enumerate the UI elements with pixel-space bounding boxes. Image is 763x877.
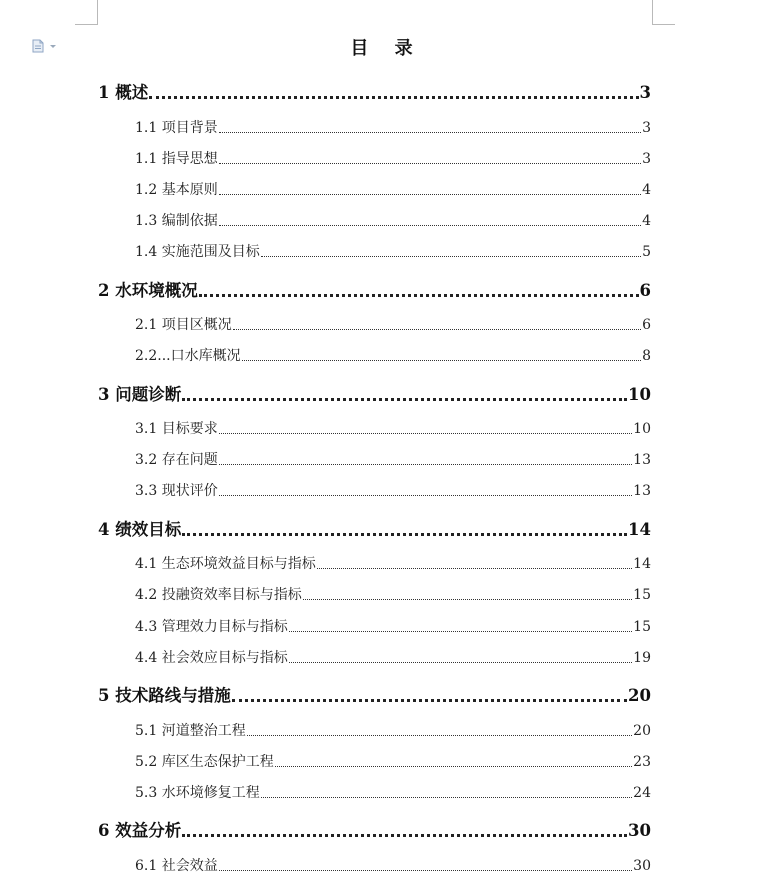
toc-chapter-entry[interactable] — [98, 277, 651, 301]
toc-entry-label: 1.1 指导思想 — [135, 151, 218, 167]
toc-chapter-entry[interactable] — [98, 682, 651, 706]
toc-section-entry[interactable] — [135, 241, 651, 261]
toc-entry-page-number: 14 — [628, 520, 651, 539]
page-corner-mark-left — [75, 0, 98, 25]
toc-section-entry[interactable] — [135, 179, 651, 199]
toc-entry-label: 1.3 编制依据 — [135, 213, 218, 229]
toc-section-entry[interactable] — [135, 647, 651, 667]
toc-entry-page-number: 6 — [642, 317, 651, 333]
toc-title: 目 录 — [350, 38, 423, 59]
toc-entry-label: 3.3 现状评价 — [135, 483, 218, 499]
toc-dot-leader — [247, 735, 632, 736]
toc-dot-leader — [219, 464, 632, 465]
toc-dot-leader — [182, 398, 627, 401]
toc-section-entry[interactable] — [135, 210, 651, 230]
toc-section-entry[interactable] — [135, 314, 651, 334]
toc-dot-leader — [317, 568, 632, 569]
toc-entry-page-number: 4 — [642, 213, 651, 229]
toc-entry-page-number: 30 — [633, 858, 651, 874]
toc-entry-page-number: 3 — [642, 151, 651, 167]
toc-entry-page-number: 23 — [633, 754, 651, 770]
toc-entry-label: 5.2 库区生态保护工程 — [135, 754, 274, 770]
toc-chapter-entry[interactable] — [98, 817, 651, 841]
toc-section-entry[interactable] — [135, 449, 651, 469]
toc-entry-label: 2 水环境概况 — [98, 281, 198, 300]
toc-dot-leader — [182, 834, 627, 837]
toc-dot-leader — [289, 631, 632, 632]
toc-dot-leader — [199, 294, 639, 297]
toc-entry-page-number: 5 — [642, 244, 651, 260]
toc-entry-label: 2.1 项目区概况 — [135, 317, 232, 333]
toc-entry-label: 5.3 水环境修复工程 — [135, 785, 260, 801]
toc-entry-page-number: 20 — [633, 723, 651, 739]
toc-dot-leader — [261, 256, 641, 257]
toc-section-entry[interactable] — [135, 751, 651, 771]
toc-section-entry[interactable] — [135, 117, 651, 137]
toc-entry-label: 4 绩效目标 — [98, 520, 182, 539]
toc-entry-page-number: 20 — [628, 686, 651, 705]
toc-chapter-entry[interactable] — [98, 516, 651, 540]
toc-entry-label: 1 概述 — [98, 83, 149, 102]
toc-entry-label: 6.1 社会效益 — [135, 858, 218, 874]
toc-section-entry[interactable] — [135, 720, 651, 740]
toc-dot-leader — [182, 533, 627, 536]
toc-dot-leader — [219, 433, 632, 434]
toc-dot-leader — [232, 699, 627, 702]
toc-dot-leader — [303, 599, 632, 600]
toc-entry-label: 5.1 河道整治工程 — [135, 723, 246, 739]
toc-entry-page-number: 10 — [628, 385, 651, 404]
toc-section-entry[interactable] — [135, 418, 651, 438]
toc-entry-page-number: 14 — [633, 556, 651, 572]
toc-entry-label: 5 技术路线与措施 — [98, 686, 231, 705]
toc-section-entry[interactable] — [135, 148, 651, 168]
toc-section-entry[interactable] — [135, 855, 651, 875]
toc-entry-label: 4.4 社会效应目标与指标 — [135, 650, 288, 666]
toc-entry-page-number: 15 — [633, 619, 651, 635]
toc-entry-page-number: 13 — [633, 483, 651, 499]
toc-section-entry[interactable] — [135, 584, 651, 604]
toc-dot-leader — [261, 797, 632, 798]
toc-dot-leader — [219, 194, 641, 195]
toc-dot-leader — [219, 225, 641, 226]
toc-entry-label: 3.1 目标要求 — [135, 421, 218, 437]
toc-entry-label: 3.2 存在问题 — [135, 452, 218, 468]
toc-entry-label: 4.3 管理效力目标与指标 — [135, 619, 288, 635]
toc-entry-label: 4.2 投融资效率目标与指标 — [135, 587, 302, 603]
toc-entry-label: 1.4 实施范围及目标 — [135, 244, 260, 260]
toc-entry-label: 6 效益分析 — [98, 821, 182, 840]
toc-dot-leader — [289, 662, 632, 663]
toc-entry-label: 4.1 生态环境效益目标与指标 — [135, 556, 316, 572]
toc-dot-leader — [275, 766, 632, 767]
toc-entry-page-number: 4 — [642, 182, 651, 198]
toc-chapter-entry[interactable] — [98, 381, 651, 405]
toc-dot-leader — [219, 132, 641, 133]
toc-dot-leader — [233, 329, 641, 330]
toc-entry-page-number: 3 — [639, 83, 651, 102]
toc-entry-page-number: 19 — [633, 650, 651, 666]
toc-section-entry[interactable] — [135, 345, 651, 365]
toc-entry-page-number: 10 — [633, 421, 651, 437]
toc-entry-page-number: 8 — [642, 348, 651, 364]
toc-chapter-entry[interactable] — [98, 79, 651, 103]
toc-entry-label: 1.2 基本原则 — [135, 182, 218, 198]
toc-dot-leader — [242, 360, 641, 361]
toc-entry-label: 2.2...口水库概况 — [135, 348, 241, 364]
toc-dot-leader — [219, 870, 632, 871]
toc-dot-leader — [149, 96, 638, 99]
toc-entry-page-number: 15 — [633, 587, 651, 603]
toc-entry-page-number: 6 — [639, 281, 651, 300]
toc-section-entry[interactable] — [135, 616, 651, 636]
toc-dot-leader — [219, 495, 632, 496]
toc-section-entry[interactable] — [135, 480, 651, 500]
toc-section-entry[interactable] — [135, 782, 651, 802]
toc-section-entry[interactable] — [135, 553, 651, 573]
page-corner-mark-right — [652, 0, 675, 25]
toc-dot-leader — [219, 163, 641, 164]
toc-entry-page-number: 24 — [633, 785, 651, 801]
toc-entry-label: 3 问题诊断 — [98, 385, 182, 404]
toc-entry-page-number: 30 — [628, 821, 651, 840]
toc-entry-page-number: 13 — [633, 452, 651, 468]
toc-entry-page-number: 3 — [642, 120, 651, 136]
toc-entry-label: 1.1 项目背景 — [135, 120, 218, 136]
